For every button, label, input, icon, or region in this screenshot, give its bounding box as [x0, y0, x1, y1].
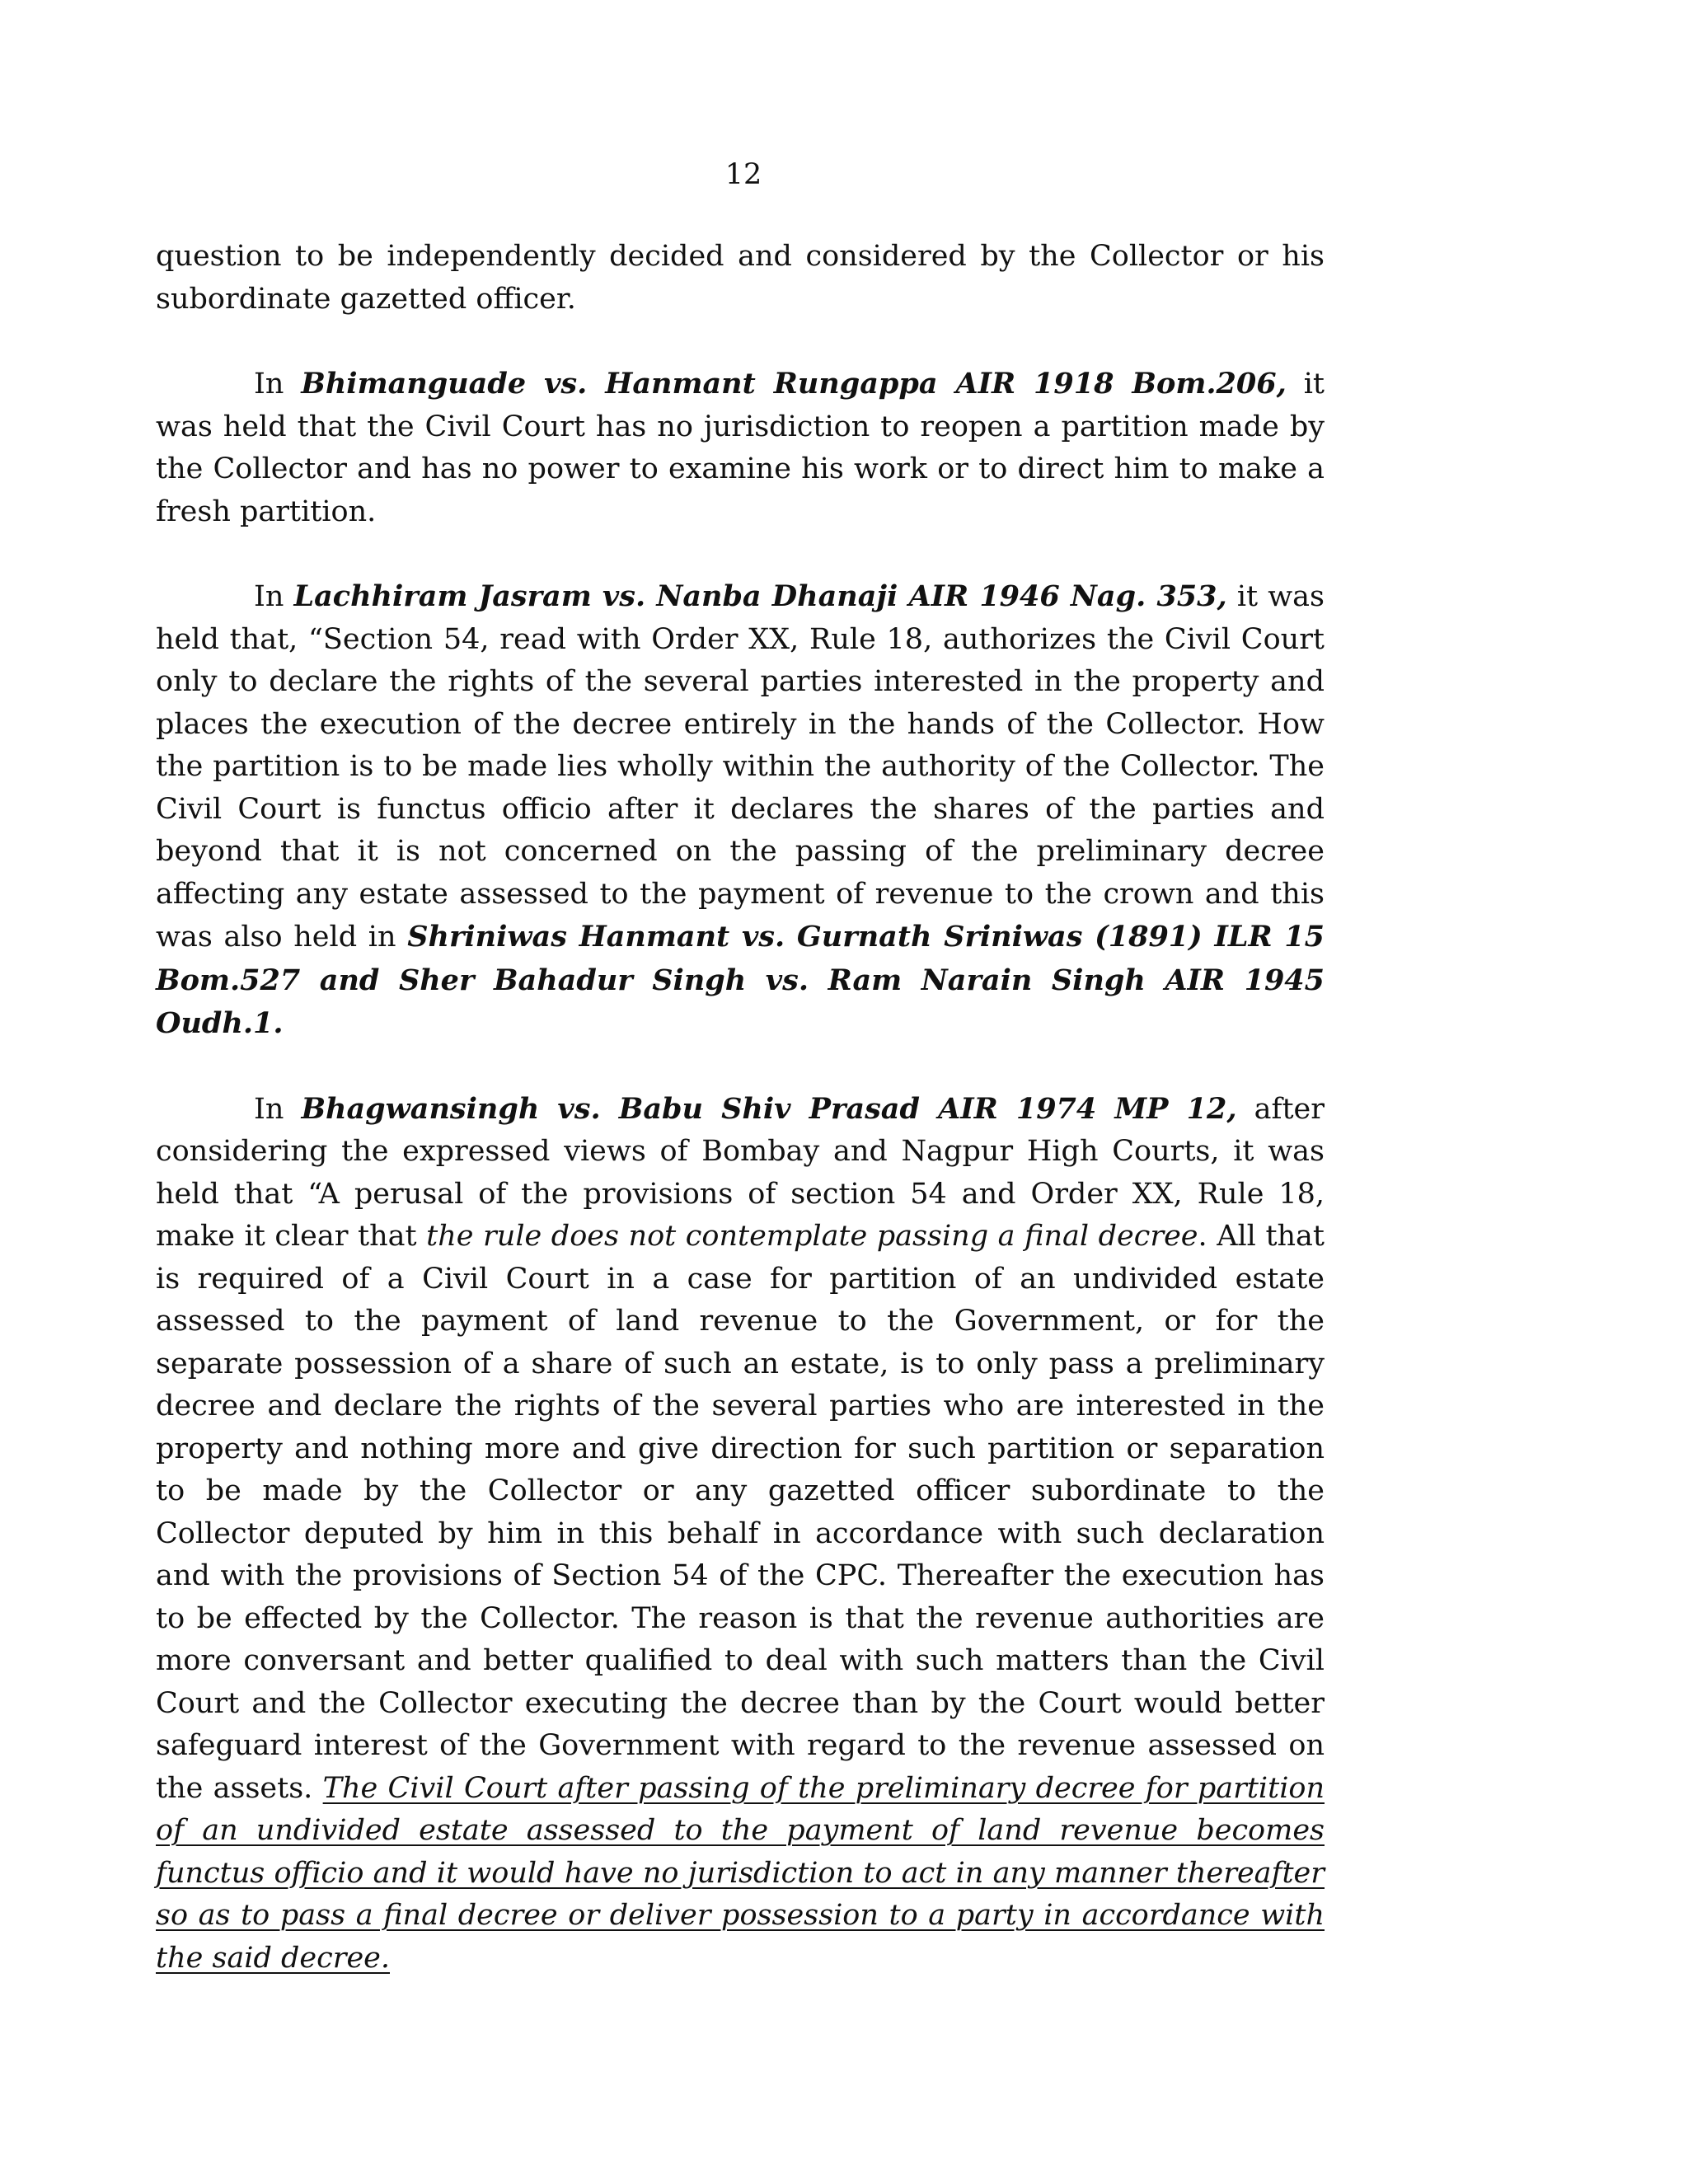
paragraph-text: it was held that the Civil Court has no jurisdiction to reopen a partition made by the Collector and has no power to examine his work or to direct him to make a fresh partition. — [156, 368, 1325, 528]
case-citation: Lachhiram Jasram vs. Nanba Dhanaji AIR 1946 Nag. 353, — [293, 579, 1227, 613]
case-citation: Bhagwansingh vs. Babu Shiv Prasad AIR 1974 MP 12, — [301, 1091, 1237, 1126]
paragraph-intro: In — [254, 368, 284, 401]
paragraph-continuation — [156, 236, 1325, 321]
paragraph-bhimanguade — [156, 363, 1325, 533]
underlined-holding: The Civil Court after passing of the preliminary decree for partition of an undivided estate assessed to the payment of land revenue becomes functus officio and it would have no jurisdiction to act in any manner thereafter so as to pass a final decree or deliver possession to a party in accordance with the said decree. — [156, 1771, 1325, 1975]
paragraph-text: question to be independently decided and considered by the Collector or his subordinate gazetted officer. — [156, 240, 1325, 316]
page-number: 12 — [724, 158, 762, 191]
document-body — [156, 236, 1325, 1980]
paragraph-intro: In — [254, 1092, 284, 1126]
paragraph-bhagwansingh — [156, 1088, 1325, 1980]
case-citation-secondary: Shriniwas Hanmant vs. Gurnath Sriniwas (1891) ILR 15 Bom.527 and Sher Bahadur Singh vs. Ram Narain Singh AIR 1945 Oudh.1. — [156, 920, 1325, 1040]
paragraph-text: it was held that, “Section 54, read with Order XX, Rule 18, authorizes the Civil Court only to declare the rights of the several parties interested in the property and places the execution of the decree entirely in the hands of the Collector. How the partition is to be made lies wholly within the authority of the Collector. The Civil Court is functus officio after it declares the shares of the parties and beyond that it is not concerned on the passing of the preliminary decree affecting any estate assessed to the payment of revenue to the crown and this was also held in — [156, 580, 1325, 954]
paragraph-text-continued: . All that is required of a Civil Court in a case for partition of an undivided estate assessed to the payment of land revenue to the Government, or for the separate possession of a share of such an estate, is to only pass a preliminary decree and declare the rights of the several parties who are interested in the property and nothing more and give direction for such partition or separation to be made by the Collector or any gazetted officer subordinate to the Collector deputed by him in this behalf in accordance with such declaration and with the provisions of Section 54 of the CPC. Thereafter the execution has to be effected by the Collector. The reason is that the revenue authorities are more conversant and better qualified to deal with such matters than the Civil Court and the Collector executing the decree than by the Court would better safeguard interest of the Government with regard to the revenue assessed on the assets. — [156, 1220, 1325, 1805]
paragraph-text: after considering the expressed views of Bombay and Nagpur High Courts, it was held that “A perusal of the provisions of section 54 and Order XX, Rule 18, make it clear that — [156, 1092, 1325, 1253]
case-citation: Bhimanguade vs. Hanmant Rungappa AIR 1918 Bom.206, — [301, 367, 1287, 401]
paragraph-intro: In — [254, 580, 284, 613]
emphasized-text: the rule does not contemplate passing a final decree — [426, 1220, 1198, 1253]
paragraph-lachhiram — [156, 575, 1325, 1046]
